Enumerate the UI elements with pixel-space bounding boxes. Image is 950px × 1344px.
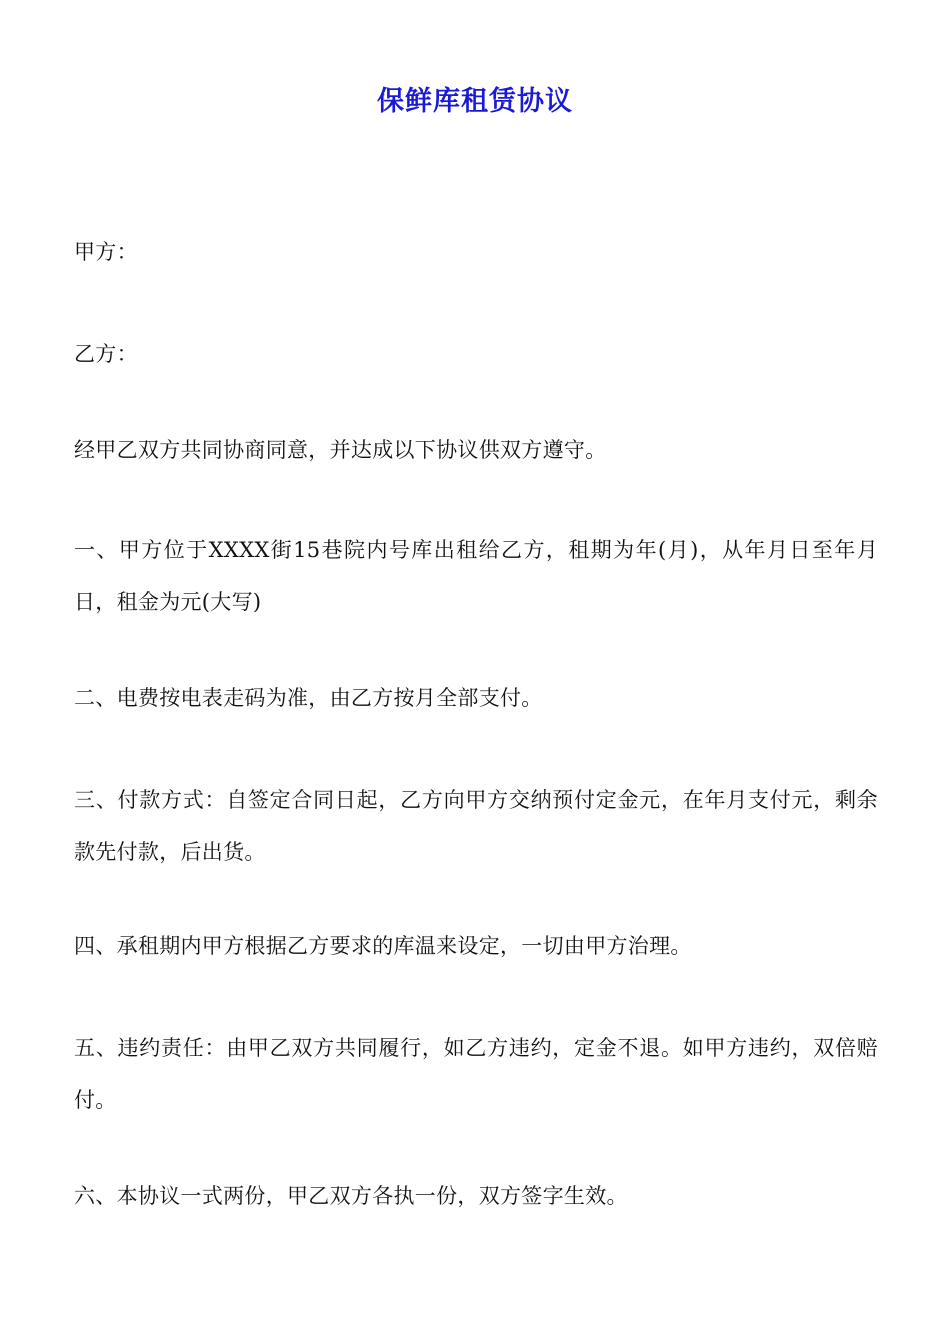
party-a-line: 甲方： xyxy=(74,240,138,264)
party-b-line: 乙方： xyxy=(74,342,138,366)
intro-paragraph: 经甲乙双方共同协商同意，并达成以下协议供双方遵守。 xyxy=(74,438,607,462)
clause-1: 一、甲方位于XXXX街15巷院内号库出租给乙方，租期为年(月)，从年月日至年月日，租金为元(大写) xyxy=(74,538,878,614)
clause-3: 三、付款方式：自签定合同日起，乙方向甲方交纳预付定金元，在年月支付元，剩余款先付款，后出货。 xyxy=(74,788,878,864)
clause-2: 二、电费按电表走码为准，由乙方按月全部支付。 xyxy=(74,686,543,710)
document-title: 保鲜库租赁协议 xyxy=(377,86,573,117)
clause-5: 五、违约责任：由甲乙双方共同履行，如乙方违约，定金不退。如甲方违约，双倍赔付。 xyxy=(74,1036,878,1112)
clause-6: 六、本协议一式两份，甲乙双方各执一份，双方签字生效。 xyxy=(74,1184,628,1208)
clause-4: 四、承租期内甲方根据乙方要求的库温来设定，一切由甲方治理。 xyxy=(74,934,692,958)
